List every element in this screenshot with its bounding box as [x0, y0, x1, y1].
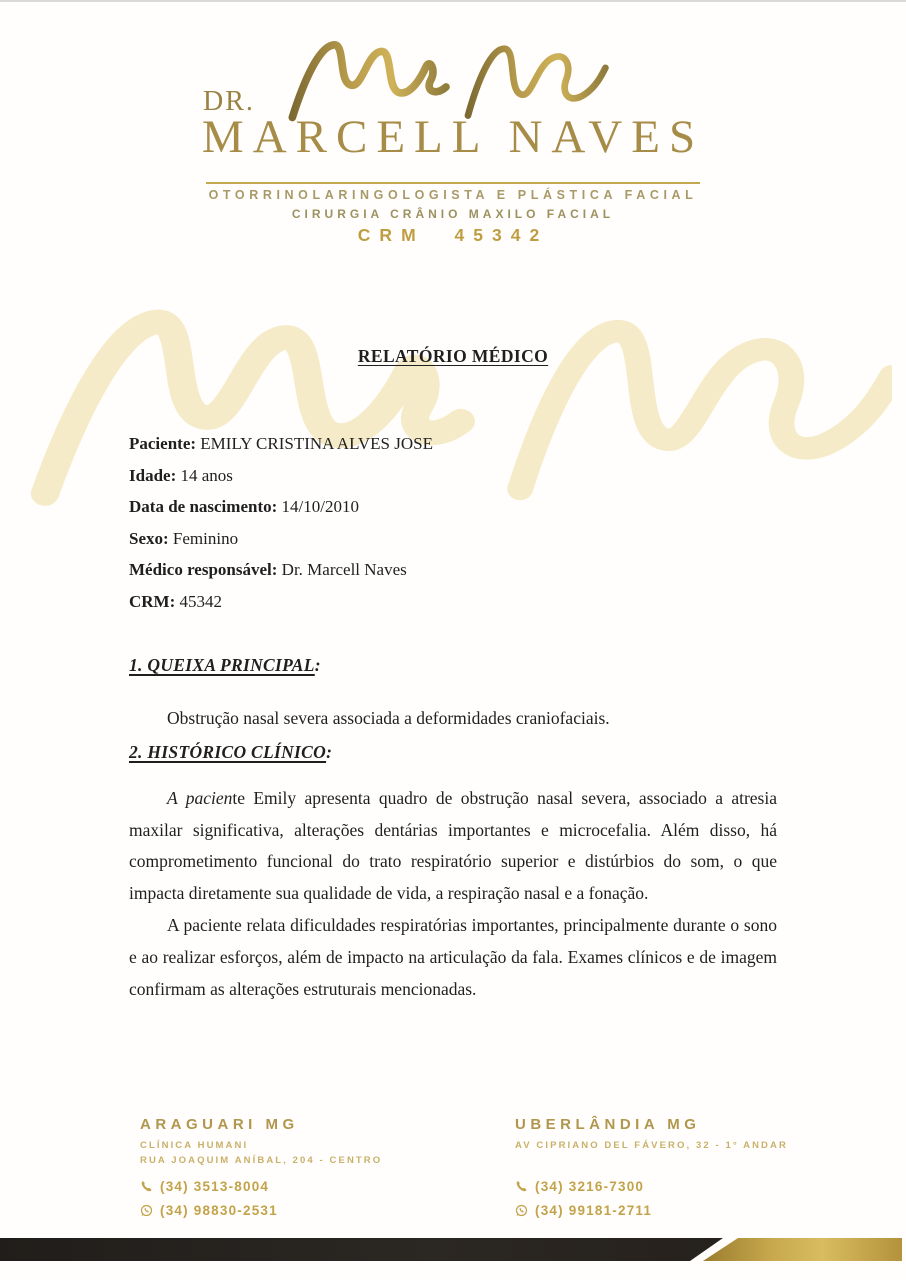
patient-field-age: Idade: 14 anos — [129, 465, 233, 485]
patient-field-crm: CRM: 45342 — [129, 591, 223, 611]
phone-row: (34) 3216-7300 — [515, 1174, 652, 1198]
document-title: RELATÓRIO MÉDICO — [357, 346, 549, 366]
location-address: CLÍNICA HUMANI RUA JOAQUIM ANÍBAL, 204 - CENTRO — [140, 1140, 383, 1166]
location-city: ARAGUARI MG — [140, 1116, 299, 1133]
specialty-line-2: CIRURGIA CRÂNIO MAXILO FACIAL — [291, 207, 615, 221]
phone-icon — [140, 1180, 153, 1193]
section-heading-queixa-principal: 1. QUEIXA PRINCIPAL: — [129, 655, 321, 675]
phone-icon — [515, 1180, 528, 1193]
patient-field-name: Paciente: EMILY CRISTINA ALVES JOSE — [129, 434, 433, 453]
section-heading-historico-clinico: 2. HISTÓRICO CLÍNICO: — [129, 742, 333, 762]
whatsapp-icon — [140, 1204, 153, 1217]
patient-field-birthdate: Data de nascimento: 14/10/2010 — [129, 497, 359, 516]
location-phones — [140, 1174, 278, 1222]
bottom-accent-bar-gold — [703, 1238, 902, 1261]
bottom-accent-bar-black — [0, 1238, 723, 1261]
specialty-line-1: OTORRINOLARINGOLOGISTA E PLÁSTICA FACIAL — [208, 188, 698, 202]
historico-paragraph-2: A paciente relata dificuldades respiratórias importantes, principalmente durante o sono e ao realizar esforços, além de impacto na articulação da fala. Exames clínicos e de imagem confirmam as alterações estruturais mencionadas. — [129, 915, 777, 999]
location-city: UBERLÂNDIA MG — [515, 1116, 701, 1133]
phone-row: (34) 3513-8004 — [140, 1174, 278, 1198]
patient-field-doctor: Médico responsável: Dr. Marcell Naves — [129, 560, 407, 579]
location-address: AV CIPRIANO DEL FÁVERO, 32 - 1° ANDAR — [515, 1140, 788, 1151]
report-body — [129, 2, 777, 1102]
section-paragraphs-historico — [129, 783, 777, 1005]
patient-info — [129, 428, 433, 617]
patient-field-sex: Sexo: Feminino — [129, 528, 239, 548]
section-paragraph-queixa: Obstrução nasal severa associada a deformidades craniofaciais. — [167, 708, 610, 728]
doctor-title-prefix: DR. — [203, 86, 255, 117]
location-phones — [515, 1174, 652, 1222]
whatsapp-icon — [515, 1204, 528, 1217]
location-uberlandia — [515, 1116, 855, 1218]
whatsapp-row: (34) 98830-2531 — [140, 1198, 278, 1222]
historico-paragraph-1: A paciente Emily apresenta quadro de obstrução nasal severa, associado a atresia maxilar significativa, alterações dentárias importantes e microcefalia. Além disso, há comprometimento funcional do trato respiratório superior e distúrbios do som, o que impacta diretamente sua qualidade de vida, a respiração nasal e a fonação. — [129, 788, 777, 903]
crm-number: CRM 45342 — [357, 225, 549, 245]
doctor-name: MARCELL NAVES — [201, 111, 705, 163]
whatsapp-row: (34) 99181-2711 — [515, 1198, 652, 1222]
location-araguari — [140, 1116, 480, 1218]
